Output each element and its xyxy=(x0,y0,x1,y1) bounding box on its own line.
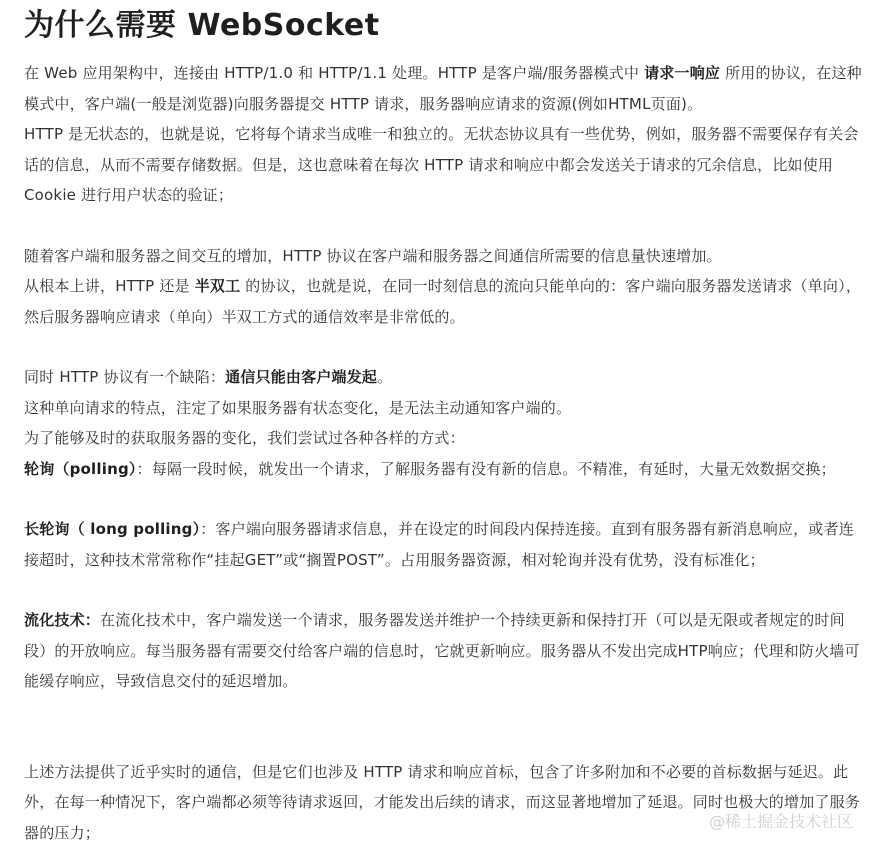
intro-bold: 请求一响应 xyxy=(644,64,721,82)
spacer xyxy=(24,332,866,362)
paragraph-stateless: HTTP 是无状态的，也就是说，它将每个请求当成唯一和独立的。无状态协议具有一些优势，例如，服务器不需要保存有关会话的信息，从而不需要存储数据。但是，这也意味着在每次 HTTP 请求和响应中都会发送关于请求的冗余信息，比如使用 Cookie 进行用户状态的验证； xyxy=(24,125,859,204)
defect-text-b: 。 xyxy=(377,368,393,386)
paragraph-half-duplex xyxy=(24,271,866,332)
paragraph-long-polling xyxy=(24,514,866,575)
watermark-text: @稀土掘金技术社区 xyxy=(708,812,853,831)
paragraph-streaming xyxy=(24,605,866,697)
page-title: 为什么需要 WebSocket xyxy=(24,8,380,43)
paragraph-one-way: 这种单向请求的特点，注定了如果服务器有状态变化，是无法主动通知客户端的。 xyxy=(24,398,572,417)
paragraph-summary: 上述方法提供了近乎实时的通信，但是它们也涉及 HTTP 请求和响应首标，包含了许多附加和不必要的首标数据与延迟。此外，在每一种情况下，客户端都必须等待请求返回，才能发出后续的请求，而这显著地增加了延退。同时也极大的增加了服务器的压力； xyxy=(24,762,861,842)
streaming-text: 在流化技术中，客户端发送一个请求，服务器发送并维护一个持续更新和保持打开（可以是无限或者规定的时间段）的开放响应。每当服务器有需要交付给客户端的信息时，它就更新响应。服务器从不发出完成HTP响应；代理和防火墙可能缓存响应，导致信息交付的延迟增加。 xyxy=(24,611,860,690)
defect-text-a: 同时 HTTP 协议有一个缺陷： xyxy=(24,368,226,386)
paragraph-defect xyxy=(24,362,866,393)
defect-bold: 通信只能由客户端发起 xyxy=(225,368,378,386)
polling-bold: 轮询（polling） xyxy=(24,459,137,478)
spacer xyxy=(24,484,866,514)
half-duplex-text-b: 的协议，也就是说，在同一时刻信息的流向只能单向的：客户端向服务器发送请求（单向），然后服务器响应请求（单向）半双工方式的通信效率是非常低的。 xyxy=(24,277,862,326)
paragraph-polling xyxy=(24,454,866,485)
paragraph-interaction: 随着客户端和服务器之间交互的增加，HTTP 协议在客户端和服务器之间通信所需要的信息量快速增加。 xyxy=(24,246,722,265)
polling-text: ：每隔一段时候，就发出一个请求，了解服务器有没有新的信息。不精准，有延时，大量无效数据交换； xyxy=(136,459,836,478)
intro-text-a: 在 Web 应用架构中，连接由 HTTP/1.0 和 HTTP/1.1 处理。HTTP 是客户端/服务器模式中 xyxy=(24,64,645,82)
intro-text-b: 所用的协议，在这种模式中，客户端(一般是浏览器)向服务器提交 HTTP 请求，服务器响应请求的资源(例如HTML页面)。 xyxy=(24,64,862,113)
spacer xyxy=(24,697,866,757)
long-polling-bold: 长轮询（ long polling） xyxy=(24,520,201,538)
streaming-bold: 流化技术： xyxy=(24,611,101,629)
long-polling-text: ：客户端向服务器请求信息，并在设定的时间段内保持连接。直到有服务器有新消息响应，或者连接超时，这种技术常常称作“挂起GET”或“搁置POST”。占用服务器资源，相对轮询并没有优势，没有标准化； xyxy=(24,520,854,569)
article xyxy=(24,6,866,848)
spacer xyxy=(24,211,866,241)
paragraph-attempts: 为了能够及时的获取服务器的变化，我们尝试过各种各样的方式： xyxy=(24,429,465,447)
half-duplex-text-a: 从根本上讲，HTTP 还是 xyxy=(24,277,195,295)
spacer xyxy=(24,575,866,605)
paragraph-intro xyxy=(24,58,866,119)
half-duplex-bold: 半双工 xyxy=(194,277,241,295)
